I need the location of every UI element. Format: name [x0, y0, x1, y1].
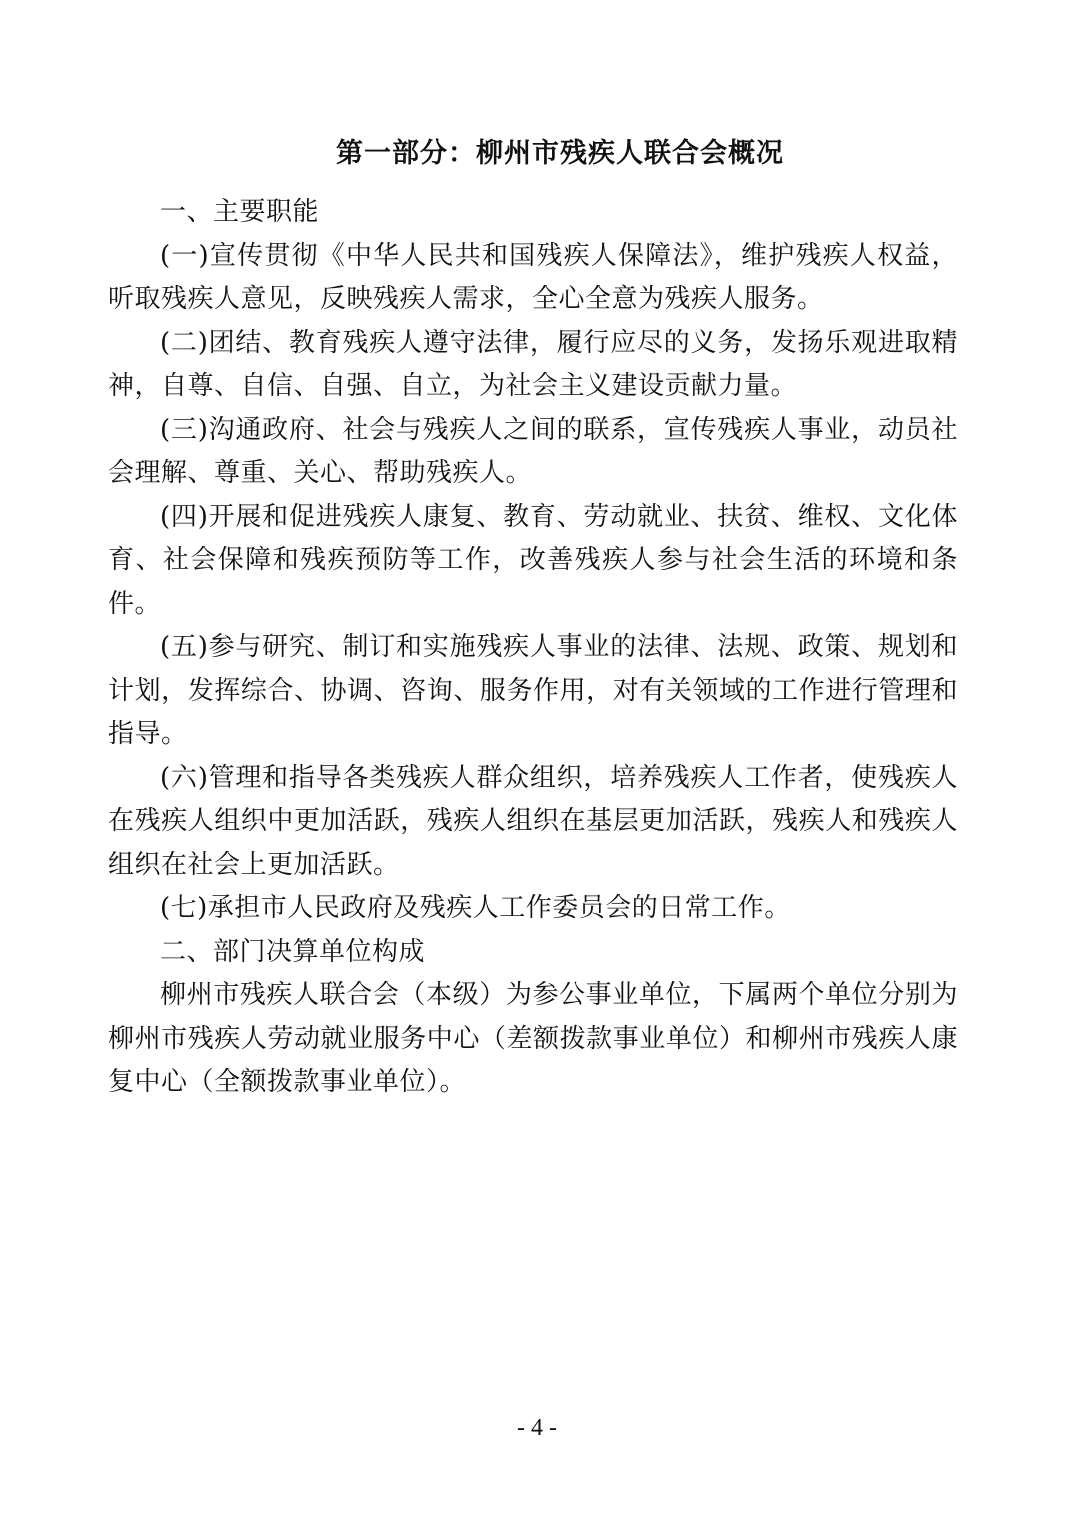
- section-heading-units: 二、部门决算单位构成: [160, 936, 426, 967]
- paragraph: (六)管理和指导各类残疾人群众组织，培养残疾人工作者，使残疾人在残疾人组织中更加活跃，残疾人组织在基层更加活跃，残疾人和残疾人组织在社会上更加活跃。: [108, 762, 958, 880]
- paragraph: (四)开展和促进残疾人康复、教育、劳动就业、扶贫、维权、文化体育、社会保障和残疾预防等工作，改善残疾人参与社会生活的环境和条件。: [108, 501, 958, 619]
- paragraph: (七)承担市人民政府及残疾人工作委员会的日常工作。: [160, 893, 791, 923]
- paragraph: (三)沟通政府、社会与残疾人之间的联系，宣传残疾人事业，动员社会理解、尊重、关心、帮助残疾人。: [108, 414, 958, 488]
- paragraph: (二)团结、教育残疾人遵守法律，履行应尽的义务，发扬乐观进取精神，自尊、自信、自强、自立，为社会主义建设贡献力量。: [108, 327, 958, 401]
- paragraph: (五)参与研究、制订和实施残疾人事业的法律、法规、政策、规划和计划，发挥综合、协调、咨询、服务作用，对有关领域的工作进行管理和指导。: [108, 632, 958, 749]
- section-heading-functions: 一、主要职能: [160, 197, 320, 227]
- page-title: 第一部分：柳州市残疾人联合会概况: [336, 138, 784, 169]
- paragraph: 柳州市残疾人联合会（本级）为参公事业单位，下属两个单位分别为柳州市残疾人劳动就业服务中心（差额拨款事业单位）和柳州市残疾人康复中心（全额拨款事业单位）。: [108, 980, 958, 1097]
- page-number: - 4 -: [517, 1415, 557, 1441]
- paragraph: (一)宣传贯彻《中华人民共和国残疾人保障法》，维护残疾人权益，听取残疾人意见，反映残疾人需求，全心全意为残疾人服务。: [108, 240, 958, 314]
- document-body: [108, 191, 958, 1105]
